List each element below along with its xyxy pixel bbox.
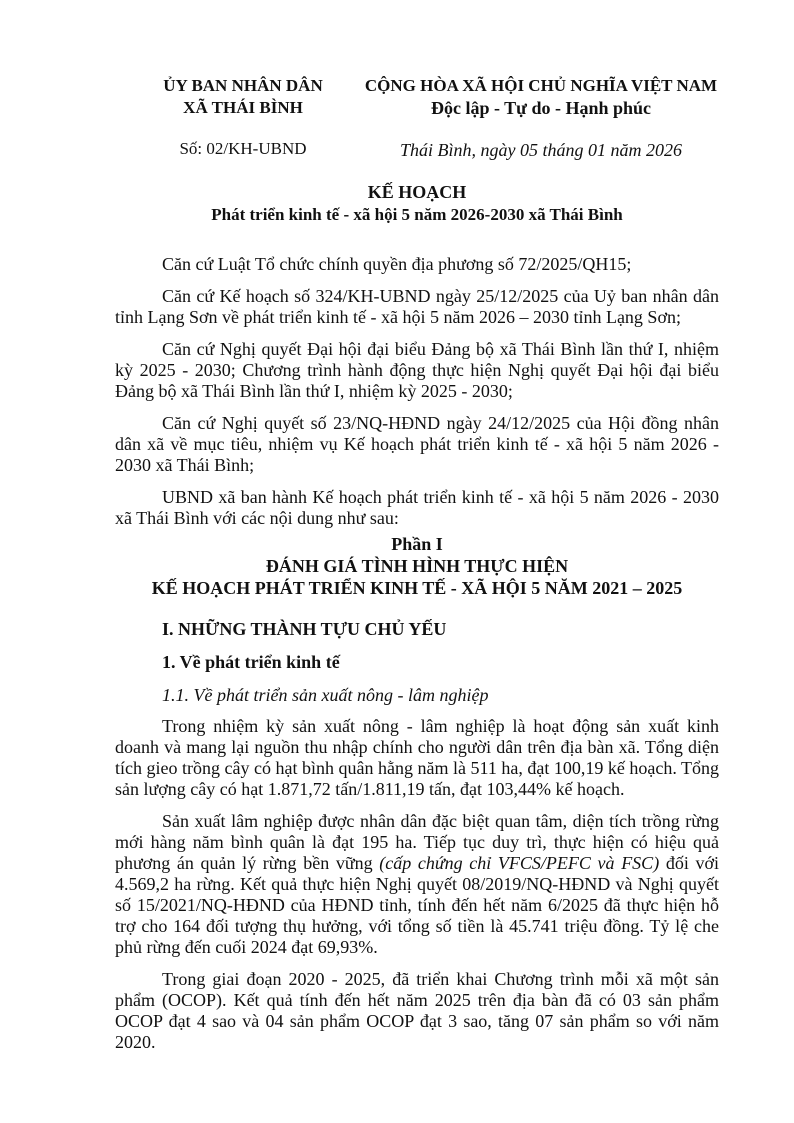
national-motto: Độc lập - Tự do - Hạnh phúc [430, 98, 652, 118]
part-title-line-2: KẾ HOẠCH PHÁT TRIỂN KINH TẾ - XÃ HỘI 5 NĂM 2021 – 2025 [151, 578, 683, 598]
document-body [115, 254, 719, 1064]
paragraph-text: Sản xuất lâm nghiệp được nhân dân đặc biệt quan tâm, diện tích trồng rừng mới hàng năm bình quân là đạt 195 ha. Tiếp tục duy trì, thực hiện có hiệu quả phương án quản lý rừng bền vững [115, 811, 719, 873]
subsubsection-heading: 1.1. Về phát triển sản xuất nông - lâm nghiệp [162, 685, 489, 705]
part-label: Phần I [391, 534, 443, 554]
preamble-paragraph: Căn cứ Nghị quyết số 23/NQ-HĐND ngày 24/12/2025 của Hội đồng nhân dân xã về mục tiêu, nhiệm vụ Kế hoạch phát triển kinh tế - xã hội 5 năm 2026 - 2030 xã Thái Bình; [115, 413, 719, 475]
preamble-paragraph: Căn cứ Kế hoạch số 324/KH-UBND ngày 25/12/2025 của Uỷ ban nhân dân tỉnh Lạng Sơn về phát triển kinh tế - xã hội 5 năm 2026 – 2030 tỉnh Lạng Sơn; [115, 286, 719, 327]
issuer-block [150, 75, 336, 119]
document-number: Số: 02/KH-UBND [179, 139, 307, 158]
preamble-paragraph: Căn cứ Luật Tổ chức chính quyền địa phương số 72/2025/QH15; [162, 254, 632, 274]
issuer-line-1: ỦY BAN NHÂN DÂN [163, 76, 323, 95]
body-paragraph: Trong nhiệm kỳ sản xuất nông - lâm nghiệp là hoạt động sản xuất kinh doanh và mang lại nguồn thu nhập chính cho người dân trên địa bàn xã. Tổng diện tích gieo trồng cây có hạt bình quân hằng năm là 511 ha, đạt 100,19 kế hoạch. Tổng sản lượng cây có hạt 1.871,72 tấn/1.811,19 tấn, đạt 103,44% kế hoạch. [115, 716, 719, 799]
body-paragraph: Trong giai đoạn 2020 - 2025, đã triển khai Chương trình mỗi xã một sản phẩm (OCOP). Kết quả tính đến hết năm 2025 trên địa bàn đã có 03 sản phẩm OCOP đạt 4 sao và 04 sản phẩm OCOP đạt 3 sao, tăng 07 sản phẩm so với năm 2020. [115, 969, 719, 1052]
part-heading [115, 533, 719, 599]
part-title-line-1: ĐÁNH GIÁ TÌNH HÌNH THỰC HIỆN [265, 556, 569, 576]
section-heading: I. NHỮNG THÀNH TỰU CHỦ YẾU [162, 619, 447, 639]
document-title: KẾ HOẠCH [367, 182, 467, 202]
preamble-paragraph: Căn cứ Nghị quyết Đại hội đại biểu Đảng bộ xã Thái Bình lần thứ I, nhiệm kỳ 2025 - 2030; Chương trình hành động thực hiện Nghị quyết Đại hội đại biểu Đảng bộ xã Thái Bình lần thứ I, nhiệm kỳ 2025 - 2030; [115, 339, 719, 401]
issuer-line-2: XÃ THÁI BÌNH [183, 98, 303, 117]
subsection-heading: 1. Về phát triển kinh tế [162, 652, 340, 672]
national-title: CỘNG HÒA XÃ HỘI CHỦ NGHĨA VIỆT NAM [364, 76, 718, 95]
document-subtitle: Phát triển kinh tế - xã hội 5 năm 2026-2030 xã Thái Bình [211, 205, 623, 224]
certification-note: (cấp chứng chỉ VFCS/PEFC và FSC) [379, 853, 660, 873]
national-motto-block [352, 75, 730, 119]
place-date: Thái Bình, ngày 05 tháng 01 năm 2026 [400, 140, 682, 160]
paragraph-text: đối với 4.569,2 ha rừng. Kết quả thực hiện Nghị quyết 08/2019/NQ-HĐND và Nghị quyết số 15/2021/NQ-HĐND của HĐND tỉnh, tính đến hết năm 6/2025 đã thực hiện hỗ trợ cho 164 đối tượng thụ hưởng, với tổng số tiền là 45.741 triệu đồng. Tỷ lệ che phủ rừng đến cuối 2024 đạt 69,93%. [115, 853, 719, 957]
preamble-paragraph: UBND xã ban hành Kế hoạch phát triển kinh tế - xã hội 5 năm 2026 - 2030 xã Thái Bình với các nội dung như sau: [115, 487, 719, 528]
body-paragraph [115, 811, 719, 958]
